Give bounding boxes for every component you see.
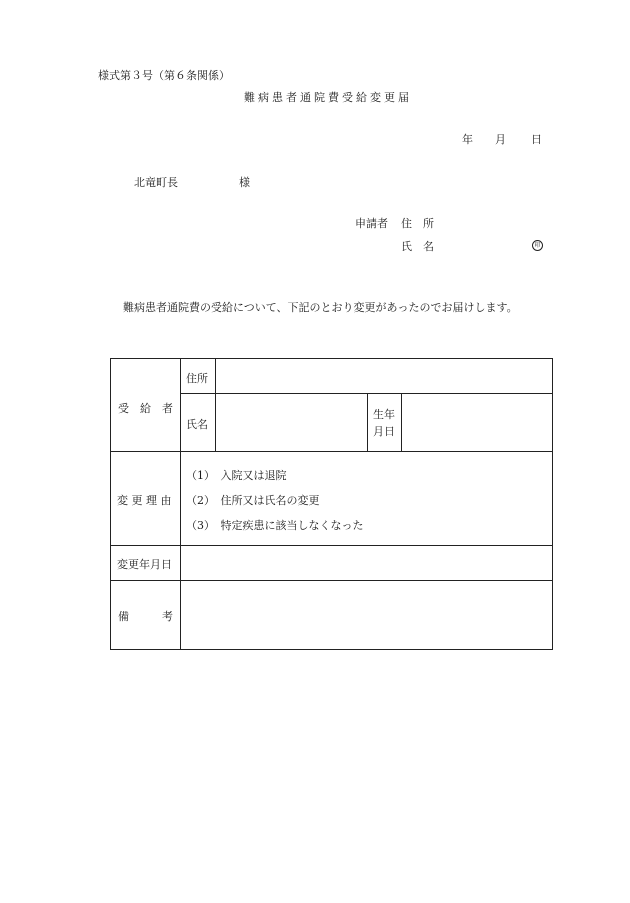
addressee: 北竜町長 (134, 176, 178, 189)
applicant-label: 申請者 (355, 217, 388, 230)
change-reason-label: 変 更 理 由 (117, 494, 172, 507)
change-reason-item[interactable]: （3） 特定疾患に該当しなくなった (186, 519, 364, 532)
recipient-name-label: 氏名 (186, 418, 208, 431)
table-divider (215, 359, 216, 451)
recipient-label: 受 給 者 (118, 402, 173, 415)
applicant-name-label: 氏 名 (401, 240, 434, 253)
form-number: 様式第３号（第６条関係） (98, 69, 230, 82)
recipient-address-field[interactable] (217, 361, 549, 391)
date-day-label: 日 (531, 133, 542, 146)
change-date-label: 変更年月日 (117, 558, 172, 571)
date-month-label: 月 (495, 133, 506, 146)
table-divider (367, 393, 368, 451)
birthdate-label-line1: 生年 (373, 408, 395, 421)
seal-mark-icon: 印 (532, 240, 543, 251)
change-date-field[interactable] (182, 548, 550, 578)
table-divider (111, 545, 552, 546)
remarks-label: 備 考 (118, 610, 173, 623)
body-text: 難病患者通院費の受給について、下記のとおり変更があったのでお届けします。 (123, 301, 518, 314)
applicant-address-label: 住 所 (401, 217, 434, 230)
change-reason-item[interactable]: （2） 住所又は氏名の変更 (186, 494, 320, 507)
recipient-address-label: 住所 (186, 372, 208, 385)
change-reason-item[interactable]: （1） 入院又は退院 (186, 469, 287, 482)
table-divider (180, 359, 181, 649)
table-divider (401, 393, 402, 451)
table-divider (180, 393, 552, 394)
birthdate-field[interactable] (403, 395, 549, 449)
form-title: 難病患者通院費受給変更届 (244, 91, 412, 104)
remarks-field[interactable] (182, 583, 550, 647)
addressee-honorific: 様 (239, 176, 250, 189)
birthdate-label-line2: 月日 (373, 425, 395, 438)
change-form-table (110, 358, 553, 650)
date-year-label: 年 (462, 133, 473, 146)
recipient-name-field[interactable] (217, 395, 365, 449)
table-divider (111, 451, 552, 452)
table-divider (111, 580, 552, 581)
